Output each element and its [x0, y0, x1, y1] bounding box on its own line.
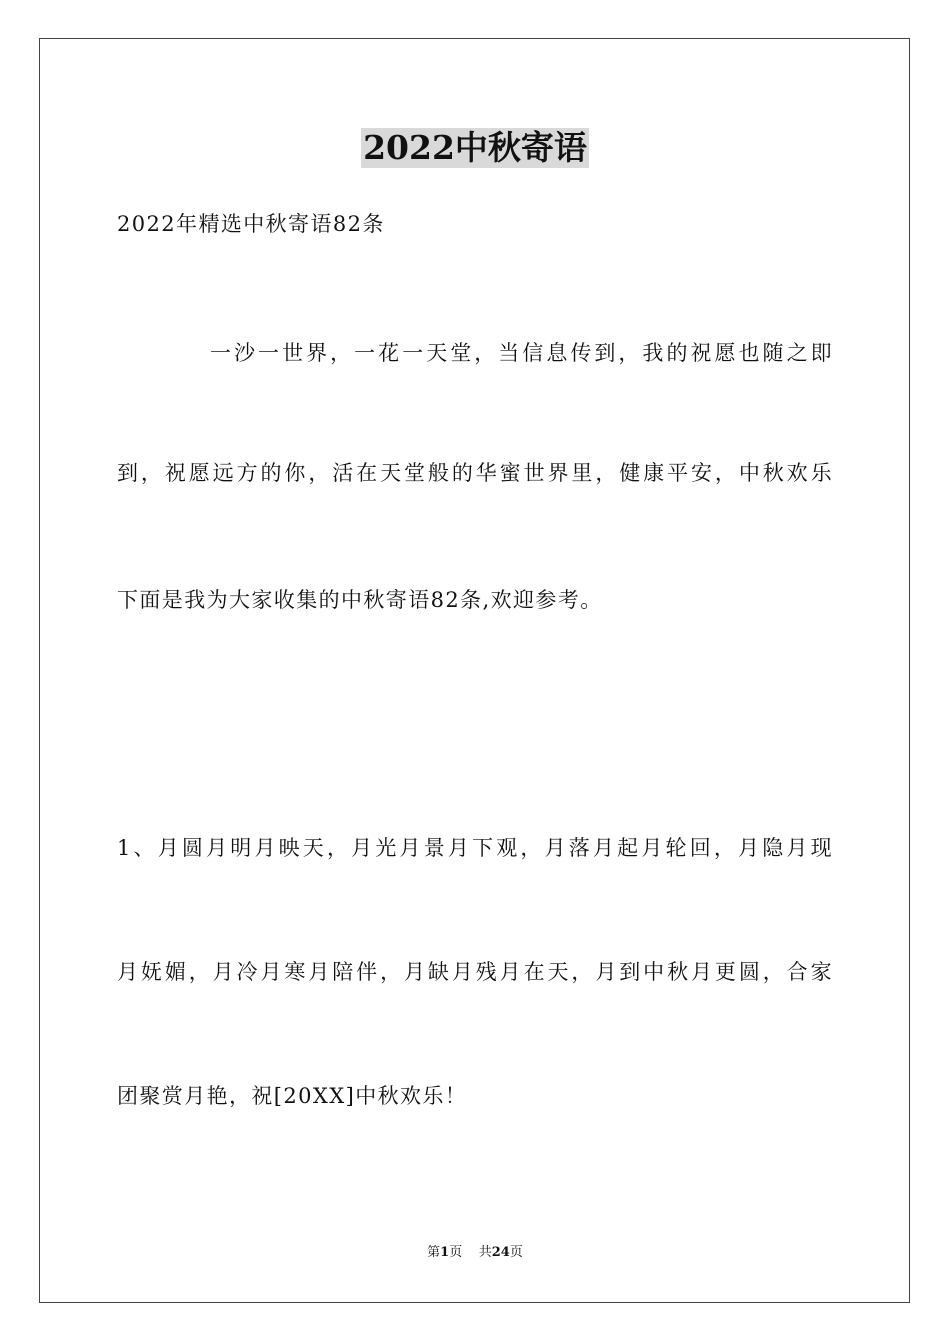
document-title: 2022中秋寄语	[363, 128, 587, 167]
footer-page-total: 24	[491, 1245, 510, 1260]
item1-line-3: 团聚赏月艳，祝[20XX]中秋欢乐！	[117, 1084, 468, 1108]
footer-page-middle: 页 共	[449, 1245, 492, 1260]
intro-line-2: 到，祝愿远方的你，活在天堂般的华蜜世界里，健康平安，中秋欢乐	[117, 461, 833, 485]
page-footer	[0, 1244, 950, 1262]
title-wrapper	[0, 128, 950, 168]
footer-page-suffix: 页	[509, 1245, 523, 1260]
item1-line-2: 月妩媚，月冷月寒月陪伴，月缺月残月在天，月到中秋月更圆，合家	[117, 960, 833, 984]
item1-line-1: 1、月圆月明月映天，月光月景月下观，月落月起月轮回，月隐月现	[117, 836, 833, 860]
footer-page-current: 1	[440, 1245, 450, 1260]
document-subtitle: 2022年精选中秋寄语82条	[117, 212, 385, 236]
intro-line-1: 一沙一世界，一花一天堂，当信息传到，我的祝愿也随之即	[210, 341, 833, 365]
intro-line-3: 下面是我为大家收集的中秋寄语82条,欢迎参考。	[117, 588, 603, 612]
footer-page-prefix: 第	[427, 1245, 441, 1260]
